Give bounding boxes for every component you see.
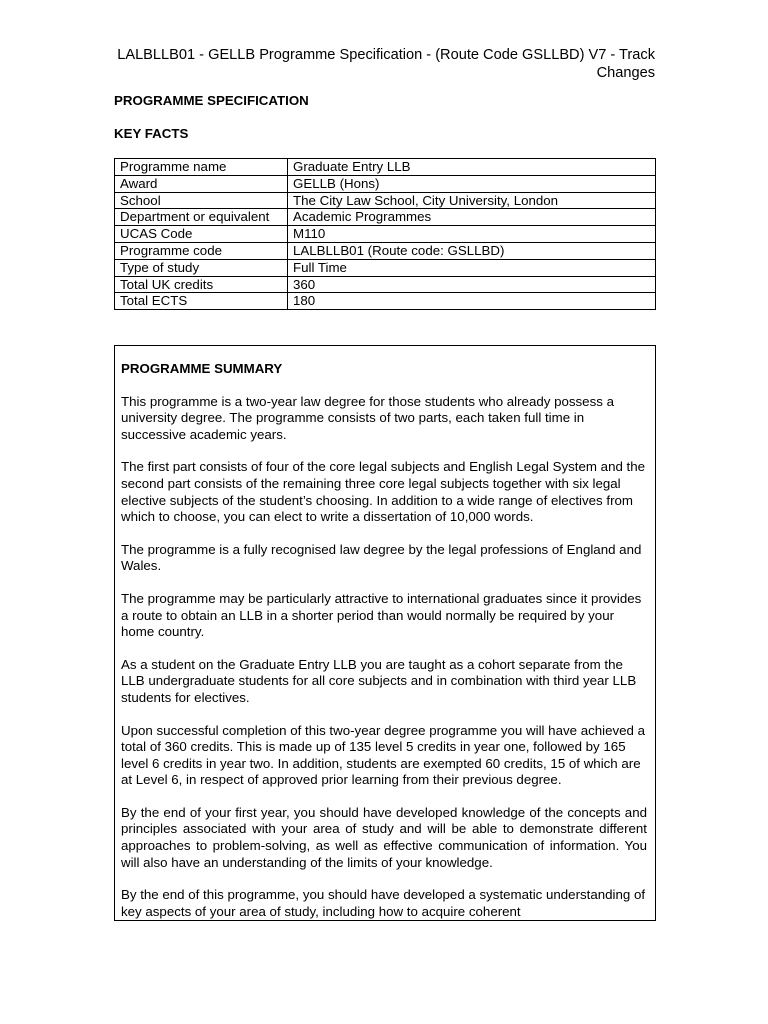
fact-label: Total ECTS xyxy=(115,293,288,310)
fact-value: Full Time xyxy=(288,259,656,276)
fact-value: Graduate Entry LLB xyxy=(288,159,656,176)
fact-value: Academic Programmes xyxy=(288,209,656,226)
table-row xyxy=(115,293,656,310)
summary-paragraph: By the end of your first year, you should have developed knowledge of the concepts and principles associated with your area of study and will be able to demonstrate different approaches to problem-solving, as well as effective communication of information. You will also have an understanding of the limits of your knowledge. xyxy=(121,804,647,870)
fact-label: Award xyxy=(115,175,288,192)
fact-label: Programme name xyxy=(115,159,288,176)
fact-label: Programme code xyxy=(115,242,288,259)
programme-summary-heading: PROGRAMME SUMMARY xyxy=(121,361,283,376)
fact-label: School xyxy=(115,192,288,209)
fact-value: The City Law School, City University, London xyxy=(288,192,656,209)
table-row xyxy=(115,276,656,293)
summary-paragraph: The first part consists of four of the core legal subjects and English Legal System and the second part consists of the remaining three core legal subjects together with six legal elective subjects of the student’s choosing. In addition to a wide range of electives from which to choose, you can elect to write a dissertation of 10,000 words. xyxy=(121,459,646,525)
table-row xyxy=(115,192,656,209)
fact-value: LALBLLB01 (Route code: GSLLBD) xyxy=(288,242,656,259)
fact-value: GELLB (Hons) xyxy=(288,175,656,192)
fact-label: Total UK credits xyxy=(115,276,288,293)
fact-label: UCAS Code xyxy=(115,226,288,243)
summary-paragraph: This programme is a two-year law degree for those students who already possess a university degree. The programme consists of two parts, each taken full time in successive academic years. xyxy=(121,393,614,442)
programme-summary-box xyxy=(114,345,656,921)
summary-paragraph: Upon successful completion of this two-year degree programme you will have achieved a total of 360 credits. This is made up of 135 level 5 credits in year one, followed by 165 level 6 credits in year two. In addition, students are exempted 60 credits, 15 of which are at Level 6, in respect of approved prior learning from their previous degree. xyxy=(121,722,646,788)
fact-label: Department or equivalent xyxy=(115,209,288,226)
fact-value: 360 xyxy=(288,276,656,293)
key-facts-heading: KEY FACTS xyxy=(114,126,189,141)
document-header-title: LALBLLB01 - GELLB Programme Specification - (Route Code GSLLBD) V7 - Track Changes xyxy=(117,47,655,81)
table-row xyxy=(115,175,656,192)
fact-label: Type of study xyxy=(115,259,288,276)
table-row xyxy=(115,242,656,259)
fact-value: M110 xyxy=(288,226,656,243)
summary-paragraph: By the end of this programme, you should have developed a systematic understanding of key aspects of your area of study, including how to acquire coherent xyxy=(121,887,646,919)
summary-paragraph: As a student on the Graduate Entry LLB you are taught as a cohort separate from the LLB undergraduate students for all core subjects and in combination with third year LLB students for electives. xyxy=(121,656,637,705)
programme-summary-content xyxy=(121,361,647,921)
programme-specification-heading: PROGRAMME SPECIFICATION xyxy=(114,93,309,108)
fact-value: 180 xyxy=(288,293,656,310)
table-row xyxy=(115,259,656,276)
table-row xyxy=(115,226,656,243)
summary-paragraph: The programme is a fully recognised law degree by the legal professions of England and Wales. xyxy=(121,541,642,574)
table-row xyxy=(115,209,656,226)
summary-paragraph: The programme may be particularly attractive to international graduates since it provides a route to obtain an LLB in a shorter period than would normally be required by your home country. xyxy=(121,590,642,640)
key-facts-table xyxy=(114,158,656,310)
table-row xyxy=(115,159,656,176)
